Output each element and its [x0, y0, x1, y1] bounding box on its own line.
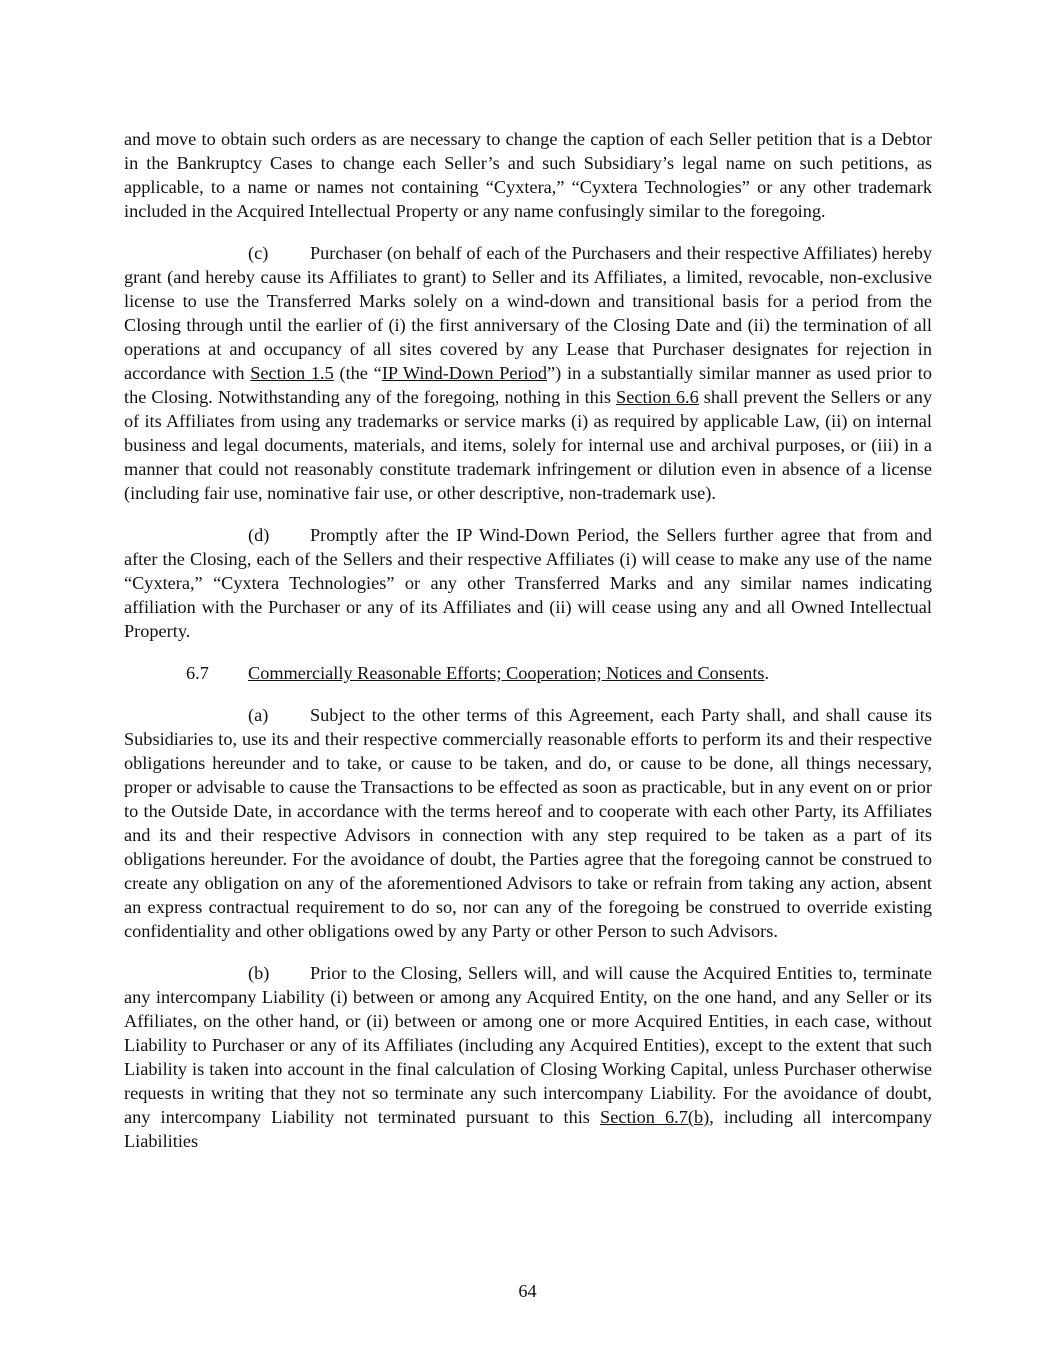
paragraph-text: Subject to the other terms of this Agreement, each Party shall, and shall cause its Subsidiaries to, use its and their respective commercially reasonable efforts to perform its and their respective obligations hereunder and to take, or cause to be taken, and do, or cause to be done, all things necessary, proper or advisable to cause the Transactions to be effected as soon as practicable, but in any event on or prior to the Outside Date, in accordance with the terms hereof and to cooperate with each other Party, its Affiliates and its and their respective Advisors in connection with any step required to be taken as a part of its obligations hereunder. For the avoidance of doubt, the Parties agree that the foregoing cannot be construed to create any obligation on any of the aforementioned Advisors to take or refrain from taking any action, absent an express contractual requirement to do so, nor can any of the foregoing be construed to override existing confidentiality and other obligations owed by any Party or other Person to such Advisors.: [124, 705, 932, 941]
section-number: 6.7: [186, 663, 209, 683]
paragraph-text: Purchaser (on behalf of each of the Purchasers and their respective Affiliates) hereby grant (and hereby cause its Affiliates to grant) to Seller and its Affiliates, a limited, revocable, non-exclusive license to use the Transferred Marks solely on a wind-down and transitional basis for a period from the Closing through until the earlier of (i) the first anniversary of the Closing Date and (ii) the termination of all operations at and occupancy of all sites covered by any Lease that Purchaser designates for rejection in accordance with: [124, 243, 932, 383]
page-number: 64: [518, 1281, 537, 1301]
paragraph-label: (a): [248, 705, 269, 725]
paragraph-text: shall prevent the Sellers or any of its Affiliates from using any trademarks or service marks (i) as required by applicable Law, (ii) on internal business and legal documents, materials, and items, solely for internal use and archival purposes, or (iii) in a manner that could not reasonably constitute trademark infringement or dilution even in absence of a license (including fair use, nominative fair use, or other descriptive, non-trademark use).: [124, 387, 932, 503]
paragraph-text: (the “: [333, 363, 382, 383]
paragraph-b-continued: [124, 127, 932, 223]
paragraph-text: and move to obtain such orders as are necessary to change the caption of each Seller petition that is a Debtor in the Bankruptcy Cases to change each Seller’s and such Subsidiary’s legal name on such petitions, as applicable, to a name or names not containing “Cyxtera,” “Cyxtera Technologies” or any other trademark included in the Acquired Intellectual Property or any name confusingly similar to the foregoing.: [124, 129, 932, 221]
paragraph-6-7-a: [124, 703, 932, 943]
cross-reference-section-1-5[interactable]: Section 1.5: [250, 363, 334, 383]
paragraph-label: (d): [248, 525, 270, 545]
paragraph-6-7-b: [124, 961, 932, 1153]
section-heading-6-7: [124, 661, 932, 685]
paragraph-text: , including all intercompany Liabilities: [124, 1107, 932, 1151]
paragraph-label: (c): [248, 243, 269, 263]
paragraph-label: (b): [248, 963, 270, 983]
page-body: [124, 127, 932, 1171]
section-title-period: .: [764, 663, 770, 683]
defined-term: IP Wind-Down Period: [381, 363, 547, 383]
paragraph-d: [124, 523, 932, 643]
cross-reference-section-6-6[interactable]: Section 6.6: [616, 387, 699, 407]
section-title: Commercially Reasonable Efforts; Cooperation; Notices and Consents: [248, 663, 765, 683]
paragraph-text: ”) in a substantially similar manner as used prior to the Closing. Notwithstanding any of the foregoing, nothing in this: [124, 363, 932, 407]
cross-reference-section-6-7-b[interactable]: Section 6.7(b): [600, 1107, 710, 1127]
paragraph-c: [124, 241, 932, 505]
paragraph-text: Promptly after the IP Wind-Down Period, the Sellers further agree that from and after the Closing, each of the Sellers and their respective Affiliates (i) will cease to make any use of the name “Cyxtera,” “Cyxtera Technologies” or any other Transferred Marks and any similar names indicating affiliation with the Purchaser or any of its Affiliates and (ii) will cease using any and all Owned Intellectual Property.: [124, 525, 932, 641]
paragraph-text: Prior to the Closing, Sellers will, and will cause the Acquired Entities to, terminate any intercompany Liability (i) between or among any Acquired Entity, on the one hand, and any Seller or its Affiliates, on the other hand, or (ii) between or among one or more Acquired Entities, in each case, without Liability to Purchaser or any of its Affiliates (including any Acquired Entities), except to the extent that such Liability is taken into account in the final calculation of Closing Working Capital, unless Purchaser otherwise requests in writing that they not so terminate any such intercompany Liability. For the avoidance of doubt, any intercompany Liability not terminated pursuant to this: [124, 963, 932, 1127]
